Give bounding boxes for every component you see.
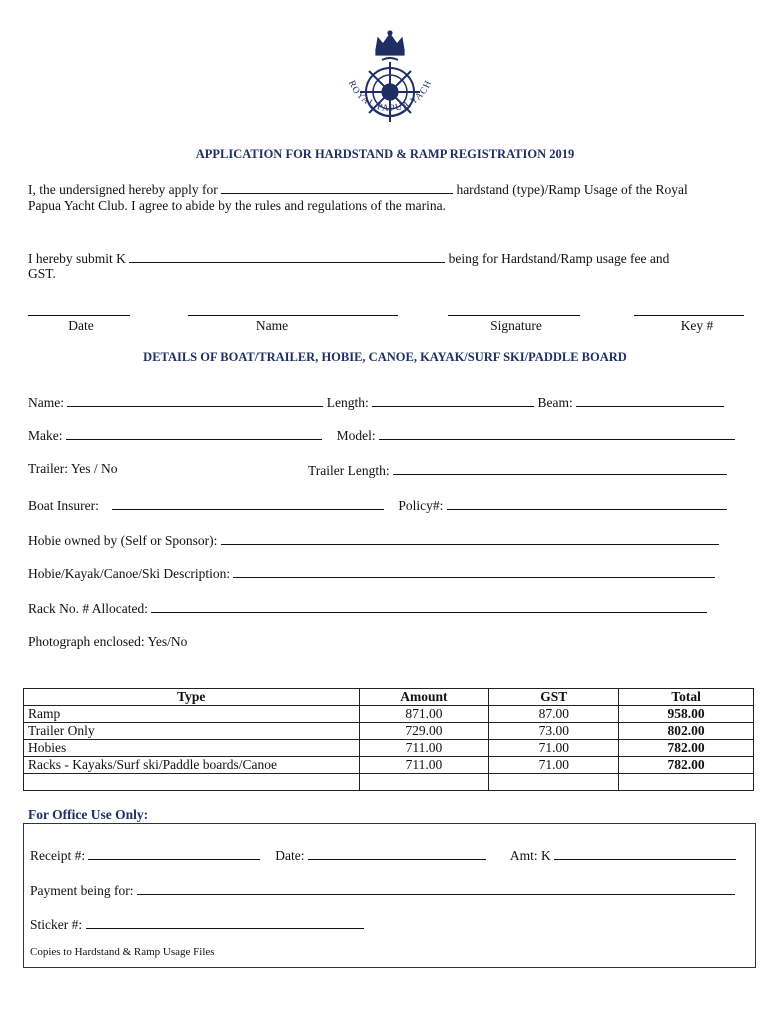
table-row — [24, 757, 754, 774]
submit-text-start: I hereby submit K — [28, 251, 126, 266]
amount-field[interactable] — [554, 846, 736, 860]
table-row-empty — [24, 774, 754, 791]
row-amount: 729.00 — [359, 723, 489, 740]
amount-label: Amt: K — [509, 848, 551, 863]
photo-label[interactable]: Photograph enclosed: Yes/No — [28, 634, 188, 649]
date-signature-line[interactable] — [28, 315, 130, 316]
key-label: Key # — [680, 318, 714, 333]
date-label: Date — [68, 318, 94, 333]
row-total: 782.00 — [619, 740, 754, 757]
row-gst: 87.00 — [489, 706, 619, 723]
length-field[interactable] — [372, 393, 534, 407]
submit-text-end: being for Hardstand/Ramp usage fee and — [448, 251, 670, 266]
copies-note: Copies to Hardstand & Ramp Usage Files — [30, 946, 215, 958]
row-total: 782.00 — [619, 757, 754, 774]
table-row — [24, 706, 754, 723]
policy-label: Policy#: — [398, 498, 444, 513]
table-row — [24, 723, 754, 740]
row-amount: 711.00 — [359, 740, 489, 757]
row-total: 958.00 — [619, 706, 754, 723]
receipt-row — [30, 846, 736, 864]
description-label: Hobie/Kayak/Canoe/Ski Description: — [28, 566, 231, 581]
signature-label: Signature — [490, 318, 542, 333]
make-field[interactable] — [66, 426, 322, 440]
row-gst: 71.00 — [489, 740, 619, 757]
model-label: Model: — [336, 428, 376, 443]
policy-field[interactable] — [447, 496, 727, 510]
payment-for-field[interactable] — [137, 881, 735, 895]
intro-text-start: I, the undersigned hereby apply for — [28, 182, 218, 197]
hobie-owned-label: Hobie owned by (Self or Sponsor): — [28, 533, 218, 548]
fee-amount-field[interactable] — [129, 249, 445, 263]
row-amount: 871.00 — [359, 706, 489, 723]
header-gst: GST — [489, 689, 619, 706]
make-label: Make: — [28, 428, 63, 443]
receipt-label: Receipt #: — [30, 848, 86, 863]
intro-text-end: hardstand (type)/Ramp Usage of the Royal — [456, 182, 688, 197]
office-date-label: Date: — [275, 848, 305, 863]
row-type: Ramp — [24, 706, 360, 723]
boat-insurer-field[interactable] — [112, 496, 384, 510]
logo-text: ROYAL PAPUA YACH — [345, 78, 435, 115]
sticker-row — [30, 915, 364, 933]
intro-line-1 — [28, 180, 688, 198]
row-type: Racks - Kayaks/Surf ski/Paddle boards/Canoe — [24, 757, 360, 774]
length-label: Length: — [326, 395, 369, 410]
intro-line-2: Papua Yacht Club. I agree to abide by the rules and regulations of the marina. — [28, 198, 447, 213]
club-logo — [330, 30, 450, 145]
payment-for-label: Payment being for: — [30, 883, 134, 898]
fee-table-header — [24, 689, 754, 706]
insurer-row — [28, 496, 727, 514]
model-field[interactable] — [379, 426, 735, 440]
row-amount: 711.00 — [359, 757, 489, 774]
sticker-field[interactable] — [86, 915, 364, 929]
receipt-field[interactable] — [88, 846, 260, 860]
office-use-title: For Office Use Only: — [28, 807, 149, 822]
header-type: Type — [24, 689, 360, 706]
hardstand-type-field[interactable] — [221, 180, 453, 194]
rack-row — [28, 599, 707, 617]
header-total: Total — [619, 689, 754, 706]
name-label: Name — [255, 318, 289, 333]
payment-row — [30, 881, 735, 899]
trailer-label[interactable]: Trailer: Yes / No — [28, 461, 118, 476]
office-date-field[interactable] — [308, 846, 486, 860]
key-signature-line[interactable] — [634, 315, 744, 316]
row-type: Trailer Only — [24, 723, 360, 740]
submit-line-1 — [28, 249, 669, 267]
boat-name-field[interactable] — [67, 393, 323, 407]
hobie-owned-field[interactable] — [221, 531, 719, 545]
form-title: APPLICATION FOR HARDSTAND & RAMP REGISTRATION 2019 — [195, 147, 575, 161]
trailer-length-field[interactable] — [393, 461, 727, 475]
header-amount: Amount — [359, 689, 489, 706]
club-crest-icon — [330, 30, 450, 145]
description-field[interactable] — [233, 564, 715, 578]
name-row — [28, 393, 724, 411]
trailer-length-row — [308, 461, 727, 479]
table-row — [24, 740, 754, 757]
name-signature-line[interactable] — [188, 315, 398, 316]
signature-line[interactable] — [448, 315, 580, 316]
beam-label: Beam: — [537, 395, 573, 410]
row-type: Hobies — [24, 740, 360, 757]
sticker-label: Sticker #: — [30, 917, 83, 932]
rack-field[interactable] — [151, 599, 707, 613]
make-row — [28, 426, 735, 444]
rack-label: Rack No. # Allocated: — [28, 601, 148, 616]
boat-insurer-label: Boat Insurer: — [28, 498, 99, 513]
row-gst: 71.00 — [489, 757, 619, 774]
fee-table — [23, 688, 754, 791]
description-row — [28, 564, 715, 582]
boat-name-label: Name: — [28, 395, 64, 410]
row-total: 802.00 — [619, 723, 754, 740]
row-gst: 73.00 — [489, 723, 619, 740]
submit-line-2: GST. — [28, 266, 56, 281]
beam-field[interactable] — [576, 393, 724, 407]
trailer-length-label: Trailer Length: — [308, 463, 390, 478]
hobie-owned-row — [28, 531, 719, 549]
details-heading: DETAILS OF BOAT/TRAILER, HOBIE, CANOE, KAYAK/SURF SKI/PADDLE BOARD — [143, 350, 627, 364]
